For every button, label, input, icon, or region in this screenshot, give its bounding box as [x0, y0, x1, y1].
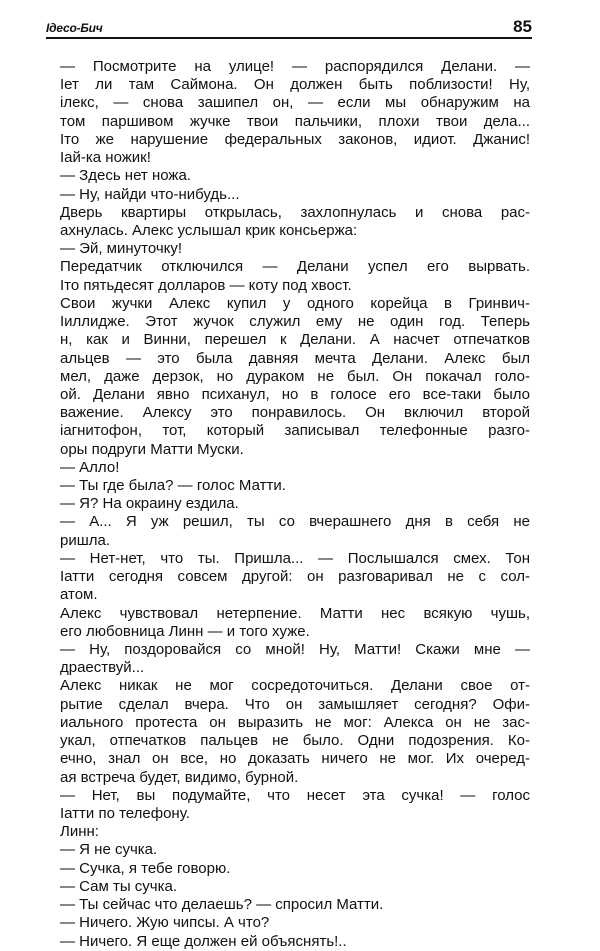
text-line: оры подруги Матти Муски. — [60, 440, 244, 458]
text-line: н, как и Винни, перешел к Делани. А насчет отпечатков — [60, 331, 530, 349]
text-line: ришла. — [60, 531, 111, 549]
text-line: Іет ли там Саймона. Он должен быть поблизости! Ну, — [60, 76, 530, 94]
text-line: — Я? На окраину ездила. — [60, 495, 239, 513]
text-line: ая встреча будет, видимо, бурной. — [60, 768, 299, 786]
text-line: — Сам ты сучка. — [60, 877, 178, 895]
text-line: — Эй, минуточку! — [60, 240, 183, 258]
body-text — [60, 58, 530, 951]
text-line: — Ты сейчас что делаешь? — спросил Матти. — [60, 896, 384, 914]
text-line: — Ну, найди что-нибудь... — [60, 185, 240, 203]
text-line: іагнитофон, тот, который записывал телефонные разго- — [60, 422, 530, 440]
text-line: Іто же нарушение федеральных законов, идиот. Джанис! — [60, 130, 530, 148]
text-line: укал, отпечатков пальцев не было. Одни подозрения. Ко- — [60, 732, 530, 750]
text-line: Іатти по телефону. — [60, 804, 190, 822]
text-line: — Ну, поздоровайся со мной! Ну, Матти! Скажи мне — — [60, 641, 530, 658]
text-line: Іай-ка ножик! — [60, 149, 151, 167]
text-line: альцев — это была давняя мечта Делани. Алекс был — [60, 349, 530, 367]
text-line: ахнулась. Алекс услышал крик консьержа: — [60, 221, 358, 239]
text-line: ой. Делани явно психанул, но в голосе его все-таки было — [60, 385, 530, 403]
text-line: Іиллидже. Этот жучок служил ему не один год. Теперь — [60, 313, 530, 331]
text-line: Передатчик отключился — Делани успел его вырвать. — [60, 258, 530, 276]
text-line: рытие сделал вчера. Что он замышляет сегодня? Офи- — [60, 695, 530, 713]
text-line: иального протеста он выразить не мог: Алекса он не зас- — [60, 713, 530, 731]
text-line: — Здесь нет ножа. — [60, 167, 191, 185]
text-line: Дверь квартиры открылась, захлопнулась и снова рас- — [60, 203, 530, 221]
text-line: — Посмотрите на улице! — распорядился Делани. — — [60, 58, 530, 75]
text-line: — Я не сучка. — [60, 841, 158, 859]
text-line: Свои жучки Алекс купил у одного корейца в Гринвич- — [60, 294, 530, 312]
text-line: Іто пятьдесят долларов — коту под хвост. — [60, 276, 352, 294]
text-line: важение. Алексу это понравилось. Он включил второй — [60, 404, 530, 422]
text-line: том паршивом жучке твои пальчики, плохи твои дела... — [60, 112, 530, 130]
text-line: атом. — [60, 586, 98, 604]
text-line: — Нет-нет, что ты. Пришла... — Послышался смех. Тон — [60, 549, 530, 567]
text-line: его любовница Линн — и того хуже. — [60, 622, 310, 640]
text-line: — Сучка, я тебе говорю. — [60, 859, 231, 877]
text-line: — Ничего. Жую чипсы. А что? — [60, 914, 270, 932]
text-line: мел, даже дерзок, но дураком не был. Он покачал голо- — [60, 367, 530, 385]
text-line: — Алло! — [60, 458, 120, 476]
text-line: ілекс, — снова зашипел он, — если мы обнаружим на — [60, 94, 530, 112]
running-head: Ідесо-Бич — [46, 21, 103, 35]
page-header — [46, 17, 532, 39]
text-line: — Нет, вы подумайте, что несет эта сучка! — голос — [60, 786, 530, 804]
text-line: Линн: — [60, 823, 99, 841]
header-rule — [46, 37, 532, 39]
text-line: Алекс никак не мог сосредоточиться. Делани свое от- — [60, 677, 530, 695]
page-number: 85 — [513, 17, 532, 36]
text-line: — Ничего. Я еще должен ей объяснять!.. — [60, 932, 347, 950]
text-line: — А... Я уж решил, ты со вчерашнего дня в себя не — [60, 513, 530, 531]
text-line: Алекс чувствовал нетерпение. Матти нес всякую чушь, — [60, 604, 530, 622]
text-line: ечно, знал он все, но доказать ничего не мог. Их очеред- — [60, 750, 530, 768]
text-line: Іатти сегодня совсем другой: он разговаривал не с сол- — [60, 568, 530, 586]
text-line: драествуй... — [60, 659, 145, 677]
text-line: — Ты где была? — голос Матти. — [60, 477, 286, 495]
